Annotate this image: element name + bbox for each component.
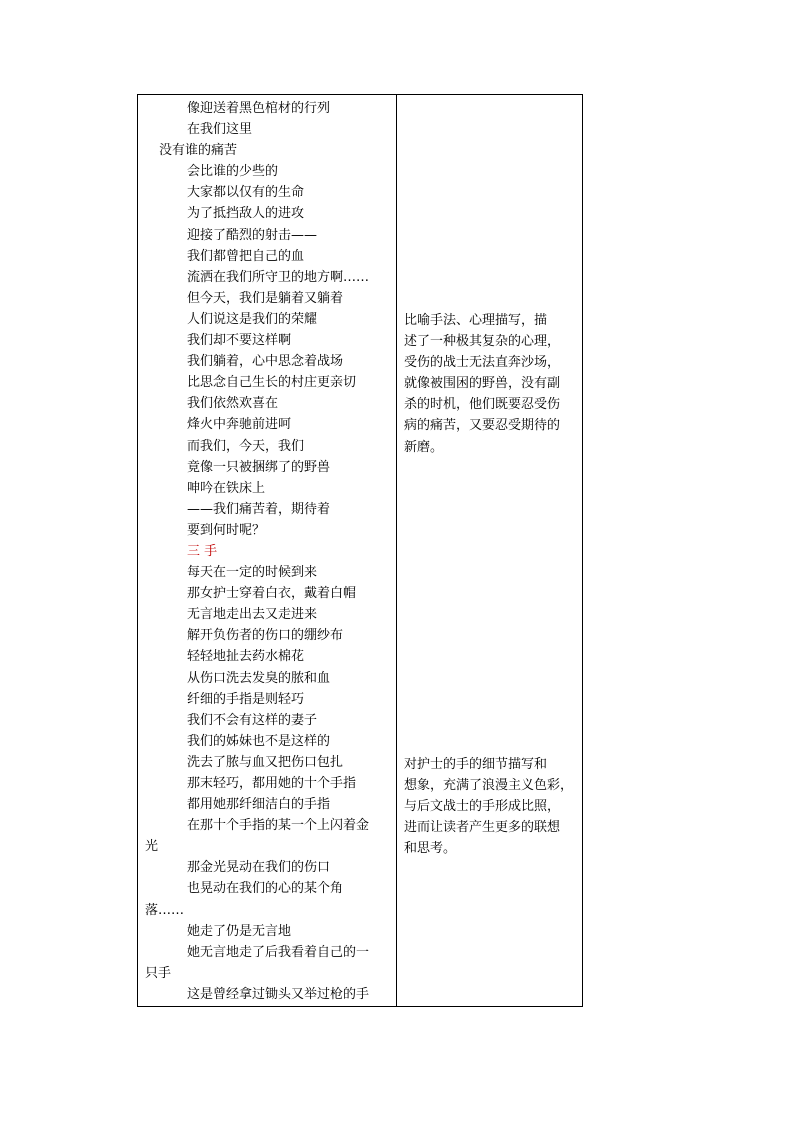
poem-line: 我们都曾把自己的血 (187, 248, 305, 264)
poem-line: 只手 (145, 965, 172, 981)
note-line: 和思考。 (404, 841, 457, 857)
poem-line: 落…… (145, 902, 185, 918)
note-line: 述了一种极其复杂的心理， (404, 334, 561, 350)
note-line: 受伤的战士无法直奔沙场， (404, 355, 561, 371)
poem-line: 都用她那纤细洁白的手指 (187, 797, 331, 813)
poem-line: 人们说这是我们的荣耀 (187, 311, 318, 327)
poem-line: 比思念自己生长的村庄更亲切 (187, 375, 357, 391)
column-divider (396, 95, 397, 1006)
poem-line: 没有谁的痛苦 (159, 143, 238, 159)
poem-line: 而我们，今天，我们 (187, 438, 305, 454)
poem-line: 那末轻巧，都用她的十个手指 (187, 776, 357, 791)
poem-line: 我们却不要这样啊 (187, 333, 292, 349)
poem-line: 竟像一只被捆绑了的野兽 (187, 459, 331, 475)
poem-line: 她无言地走了后我看着自己的一 (187, 944, 370, 960)
poem-line: 但今天，我们是躺着又躺着 (187, 290, 344, 306)
note-line: 与后文战士的手形成比照， (404, 799, 561, 815)
poem-line: 也晃动在我们的心的某个角 (187, 881, 344, 897)
poem-line: 大家都以仅有的生命 (187, 185, 305, 201)
poem-line: 为了抵挡敌人的进攻 (187, 206, 305, 222)
note-line: 进而让读者产生更多的联想 (404, 820, 561, 836)
note-line: 就像被围困的野兽，没有副 (404, 376, 561, 392)
note-line: 新磨。 (404, 439, 444, 455)
note-line: 对护士的手的细节描写和 (404, 757, 548, 772)
poem-line: 我们依然欢喜在 (187, 396, 279, 412)
poem-line: 无言地走出去又走进来 (187, 607, 318, 623)
poem-line: 烽火中奔驰前进呵 (187, 417, 292, 433)
poem-line: 光 (145, 839, 159, 855)
poem-line: 像迎送着黑色棺材的行列 (187, 101, 331, 116)
poem-column (138, 98, 396, 1005)
poem-line: 这是曾经拿过锄头又举过枪的手 (187, 986, 370, 1002)
note-line: 想象，充满了浪漫主义色彩， (404, 778, 574, 794)
annotation-note-1 (404, 310, 580, 458)
poem-line: 我们不会有这样的妻子 (187, 712, 318, 728)
poem-line: 从伤口洗去发臭的脓和血 (187, 670, 331, 686)
poem-line: 洗去了脓与血又把伤口包扎 (187, 754, 344, 770)
note-line: 杀的时机，他们既要忍受伤 (404, 397, 561, 413)
note-line: 比喻手法、心理描写，描 (404, 313, 548, 328)
poem-line: 轻轻地扯去药水棉花 (187, 649, 305, 665)
annotation-note-2 (404, 754, 580, 859)
poem-line: 呻吟在铁床上 (187, 480, 266, 496)
section-heading: 三 手 (187, 543, 218, 559)
annotation-table (137, 94, 583, 1007)
poem-line: 要到何时呢？ (187, 522, 266, 538)
poem-line: 迎接了酷烈的射击—— (187, 227, 318, 243)
poem-line: ——我们痛苦着，期待着 (187, 501, 331, 517)
poem-line: 每天在一定的时候到来 (187, 565, 318, 581)
poem-line: 在我们这里 (187, 122, 253, 138)
poem-line: 我们躺着，心中思念着战场 (187, 354, 344, 370)
poem-line: 那金光晃动在我们的伤口 (187, 860, 331, 876)
poem-line: 纤细的手指是则轻巧 (187, 691, 305, 707)
poem-line: 我们的姊妹也不是这样的 (187, 733, 331, 749)
poem-line: 那女护士穿着白衣，戴着白帽 (187, 586, 357, 602)
poem-line: 流洒在我们所守卫的地方啊…… (187, 269, 370, 285)
note-line: 病的痛苦，又要忍受期待的 (404, 418, 561, 434)
poem-line: 在那十个手指的某一个上闪着金 (187, 818, 370, 834)
poem-line: 她走了仍是无言地 (187, 923, 292, 939)
poem-line: 解开负伤者的伤口的绷纱布 (187, 628, 344, 644)
poem-line: 会比谁的少些的 (187, 164, 279, 180)
